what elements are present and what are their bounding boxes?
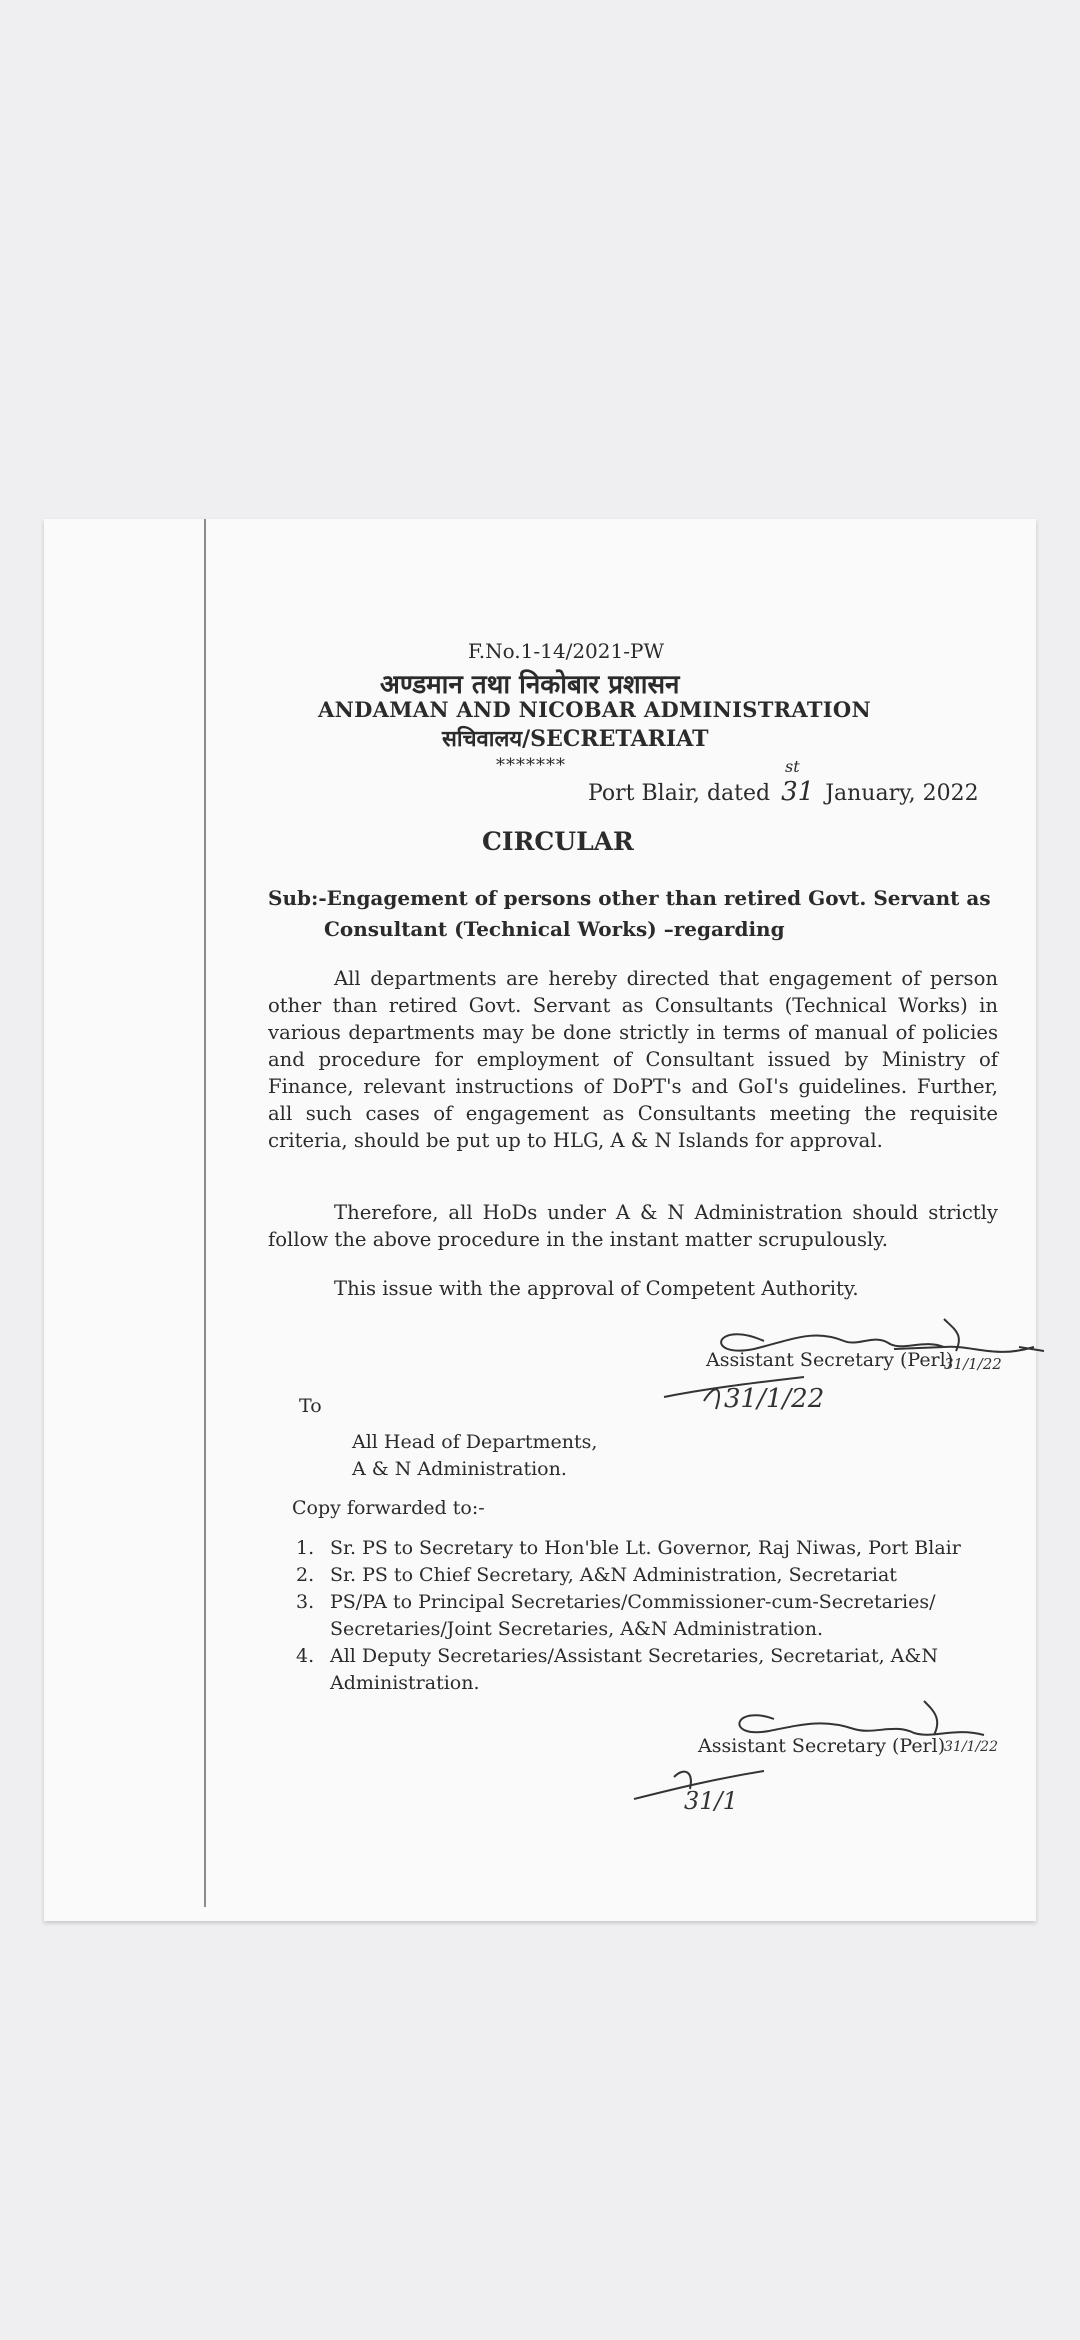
- document-title: CIRCULAR: [482, 827, 634, 856]
- list-item: 4. All Deputy Secretaries/Assistant Secretaries, Secretariat, A&N Administration.: [296, 1645, 938, 1694]
- document-page: [44, 519, 1036, 1921]
- copy-forwarded-list: [296, 1535, 1036, 1697]
- subject: [268, 883, 1008, 945]
- body-paragraph-3: This issue with the approval of Competent Authority.: [334, 1277, 859, 1300]
- signature-1-label: Assistant Secretary (Perl): [706, 1349, 954, 1371]
- hindi-administration-title: अण्डमान तथा निकोबार प्रशासन: [380, 670, 680, 700]
- signature-1-initial-date: 31/1/22: [944, 1355, 1002, 1373]
- date-line: [588, 777, 979, 807]
- list-item: 3. PS/PA to Principal Secretaries/Commissioner-cum-Secretaries/ Secretaries/Joint Secretaries, A&N Administration.: [296, 1591, 936, 1640]
- to-label: To: [299, 1395, 322, 1417]
- signature-2-label: Assistant Secretary (Perl): [698, 1735, 946, 1757]
- copy-forwarded-label: Copy forwarded to:-: [292, 1497, 485, 1519]
- date-day: 31: [781, 777, 815, 807]
- signature-2-initial-date: 31/1/22: [944, 1739, 998, 1755]
- secretariat-title: सचिवालय/SECRETARIAT: [442, 726, 709, 752]
- margin-line: [204, 519, 206, 1907]
- subject-line-1: Sub:-Engagement of persons other than retired Govt. Servant as: [268, 886, 991, 910]
- addressee-line-2: A & N Administration.: [352, 1458, 567, 1480]
- body-paragraph-1: All departments are hereby directed that engagement of person other than retired Govt. Servant as Consultants (Technical Works) in various departments may be done strictly in terms of manual of policies and procedure for employment of Consultant issued by Ministry of Finance, relevant instructions of DoPT's and GoI's guidelines. Further, all such cases of engagement as Consultants meeting the requisite criteria, should be put up to HLG, A & N Islands for approval.: [268, 967, 998, 1152]
- date-prefix: Port Blair, dated: [588, 781, 771, 806]
- signature-1-date: 31/1/22: [724, 1384, 825, 1414]
- separator-stars: *******: [496, 755, 566, 776]
- list-item: 1. Sr. PS to Secretary to Hon'ble Lt. Governor, Raj Niwas, Port Blair: [296, 1537, 961, 1559]
- signature-2-date: 31/1: [684, 1787, 738, 1815]
- body-paragraph-2: Therefore, all HoDs under A & N Administration should strictly follow the above procedure in the instant matter scrupulously.: [268, 1201, 998, 1251]
- file-number: F.No.1-14/2021-PW: [468, 639, 665, 663]
- list-item: 2. Sr. PS to Chief Secretary, A&N Administration, Secretariat: [296, 1564, 897, 1586]
- subject-line-2: Consultant (Technical Works) –regarding: [324, 917, 785, 941]
- addressee: [352, 1429, 597, 1483]
- administration-title: ANDAMAN AND NICOBAR ADMINISTRATION: [318, 697, 872, 722]
- addressee-line-1: All Head of Departments,: [352, 1431, 598, 1453]
- date-suffix: st: [785, 757, 800, 776]
- date-rest: January, 2022: [825, 781, 979, 806]
